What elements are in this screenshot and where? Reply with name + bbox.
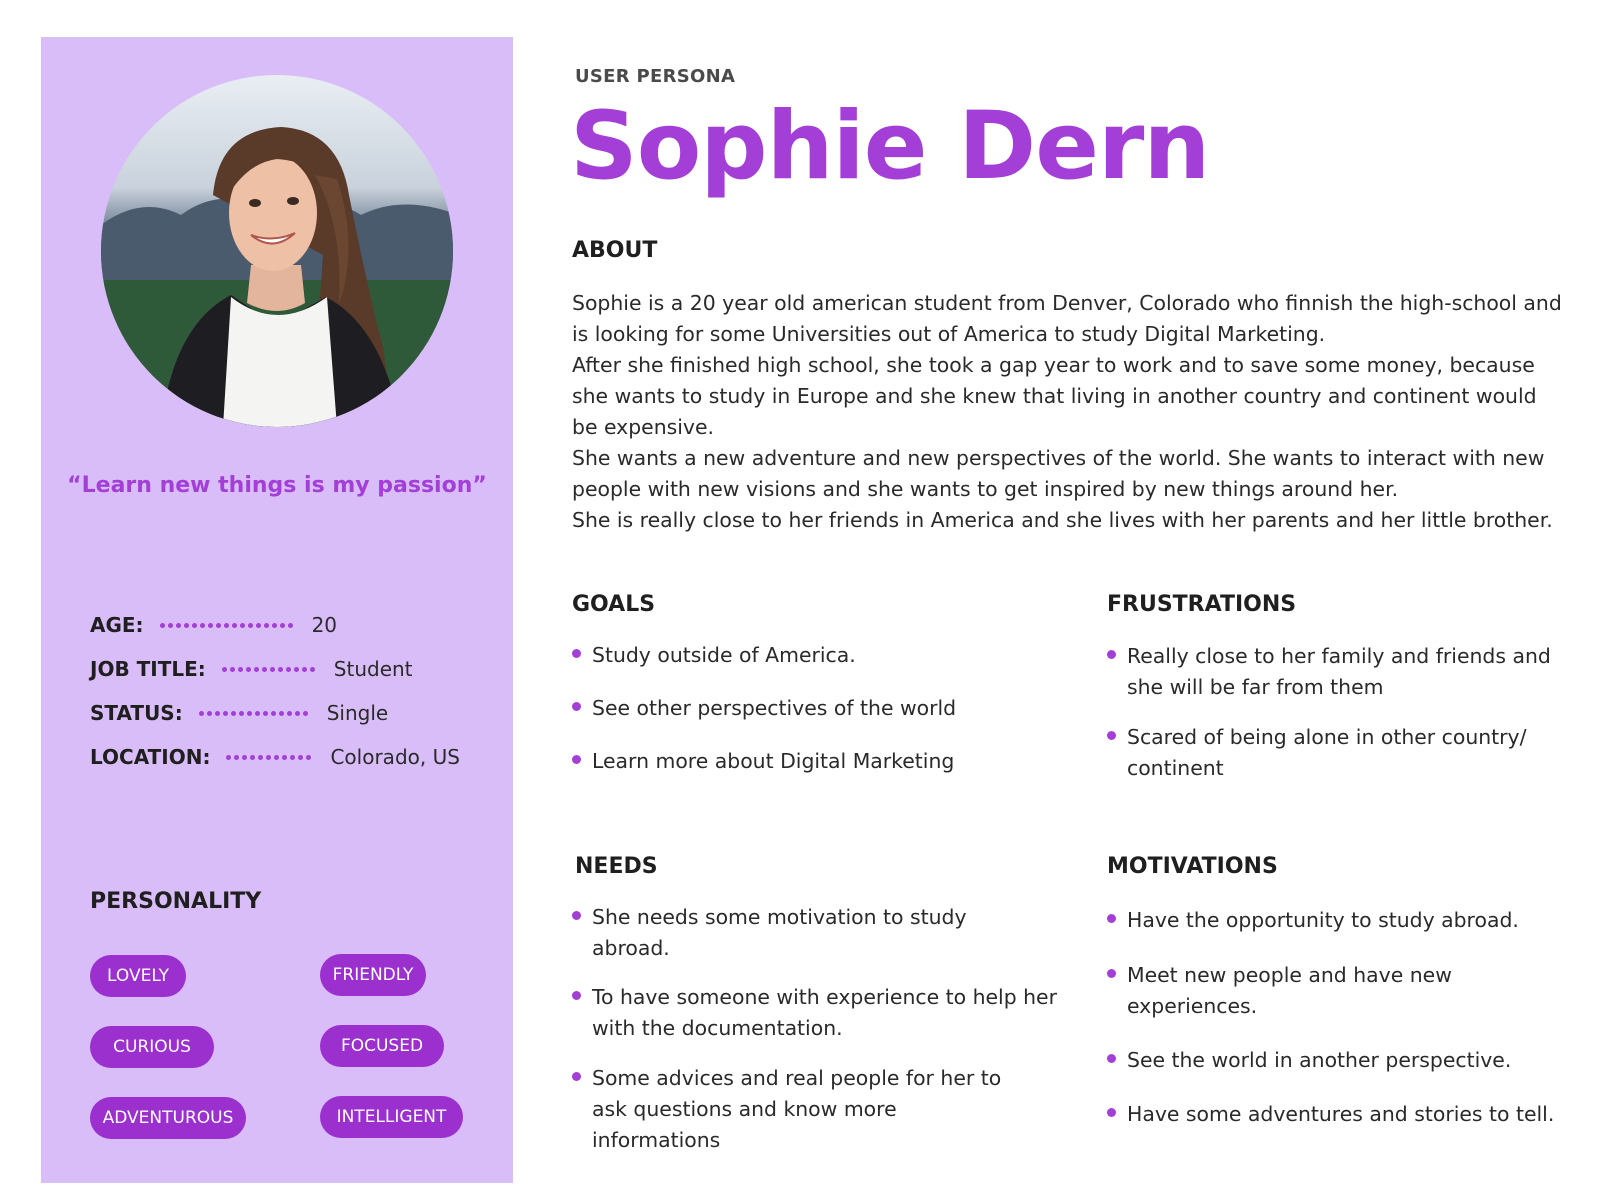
about-title: ABOUT bbox=[572, 238, 658, 263]
leader-dot bbox=[264, 623, 269, 628]
needs-item: To have someone with experience to help her with the documentation. bbox=[572, 982, 1062, 1044]
frustrations-item: Really close to her family and friends and she will be far from them bbox=[1107, 641, 1557, 703]
attribute-job-title bbox=[90, 647, 490, 691]
leader-dot bbox=[298, 755, 303, 760]
leader-dot bbox=[294, 667, 299, 672]
goals-item: See other perspectives of the world bbox=[572, 693, 956, 724]
leader-dot bbox=[290, 755, 295, 760]
leader-dot bbox=[250, 755, 255, 760]
goals-item: Study outside of America. bbox=[572, 640, 856, 671]
leader-dot bbox=[168, 623, 173, 628]
leader-dot bbox=[226, 755, 231, 760]
leader-dot bbox=[266, 755, 271, 760]
motivations-item: Have some adventures and stories to tell. bbox=[1107, 1099, 1554, 1130]
leader-dot bbox=[215, 711, 220, 716]
leader-dot bbox=[263, 711, 268, 716]
leader-dot bbox=[224, 623, 229, 628]
leader-dot bbox=[223, 711, 228, 716]
leader-dot bbox=[287, 711, 292, 716]
personality-title: PERSONALITY bbox=[90, 889, 262, 914]
attribute-label: AGE: bbox=[90, 613, 144, 637]
about-paragraph: She is really close to her friends in America and she lives with her parents and her little brother. bbox=[572, 508, 1553, 532]
personality-tag-adventurous: ADVENTUROUS bbox=[90, 1097, 246, 1139]
leader-dot bbox=[232, 623, 237, 628]
leader-dot bbox=[234, 755, 239, 760]
profile-sidebar bbox=[41, 37, 513, 1183]
leader-dot bbox=[216, 623, 221, 628]
leader-dot bbox=[239, 711, 244, 716]
about-paragraph: Sophie is a 20 year old american student from Denver, Colorado who finnish the high-school and is looking for some Universities out of America to study Digital Marketing. bbox=[572, 291, 1562, 346]
leader-dot bbox=[256, 623, 261, 628]
leader-dot bbox=[242, 755, 247, 760]
motivations-item: Meet new people and have new experiences. bbox=[1107, 960, 1507, 1022]
personality-tag-focused: FOCUSED bbox=[320, 1025, 444, 1067]
leader-dot bbox=[258, 755, 263, 760]
leader-dot bbox=[200, 623, 205, 628]
leader-dot bbox=[271, 711, 276, 716]
dotted-leader bbox=[222, 667, 318, 672]
leader-dot bbox=[286, 667, 291, 672]
attribute-value: Colorado, US bbox=[330, 745, 460, 769]
attribute-age bbox=[90, 603, 490, 647]
frustrations-title: FRUSTRATIONS bbox=[1107, 592, 1297, 617]
attribute-status bbox=[90, 691, 490, 735]
attribute-value: Student bbox=[333, 657, 413, 681]
leader-dot bbox=[255, 711, 260, 716]
needs-title: NEEDS bbox=[575, 854, 658, 879]
leader-dot bbox=[231, 711, 236, 716]
leader-dot bbox=[176, 623, 181, 628]
leader-dot bbox=[288, 623, 293, 628]
personality-tag-friendly: FRIENDLY bbox=[320, 954, 426, 996]
leader-dot bbox=[222, 667, 227, 672]
motivations-title: MOTIVATIONS bbox=[1107, 854, 1278, 879]
leader-dot bbox=[230, 667, 235, 672]
persona-quote: “Learn new things is my passion” bbox=[67, 473, 487, 498]
goals-item: Learn more about Digital Marketing bbox=[572, 746, 954, 777]
leader-dot bbox=[240, 623, 245, 628]
leader-dot bbox=[280, 623, 285, 628]
leader-dot bbox=[310, 667, 315, 672]
leader-dot bbox=[302, 667, 307, 672]
attribute-value: 20 bbox=[311, 613, 338, 637]
dotted-leader bbox=[226, 755, 314, 760]
leader-dot bbox=[282, 755, 287, 760]
personality-tag-intelligent: INTELLIGENT bbox=[320, 1096, 463, 1138]
frustrations-item: Scared of being alone in other country/ continent bbox=[1107, 722, 1557, 784]
leader-dot bbox=[306, 755, 311, 760]
motivations-item: See the world in another perspective. bbox=[1107, 1045, 1511, 1076]
leader-dot bbox=[295, 711, 300, 716]
attribute-label: STATUS: bbox=[90, 701, 183, 725]
profile-photo bbox=[101, 75, 453, 427]
motivations-item: Have the opportunity to study abroad. bbox=[1107, 905, 1519, 936]
leader-dot bbox=[279, 711, 284, 716]
leader-dot bbox=[262, 667, 267, 672]
leader-dot bbox=[160, 623, 165, 628]
needs-item: Some advices and real people for her to ask questions and know more informations bbox=[572, 1063, 1017, 1156]
leader-dot bbox=[199, 711, 204, 716]
leader-dot bbox=[208, 623, 213, 628]
persona-eyebrow: USER PERSONA bbox=[575, 66, 736, 87]
leader-dot bbox=[248, 623, 253, 628]
leader-dot bbox=[272, 623, 277, 628]
about-paragraph: After she finished high school, she took a gap year to work and to save some money, because she wants to study in Europe and she knew that living in another country and continent would be expensive. bbox=[572, 353, 1537, 439]
attribute-value: Single bbox=[326, 701, 389, 725]
leader-dot bbox=[246, 667, 251, 672]
attribute-label: LOCATION: bbox=[90, 745, 211, 769]
persona-name: Sophie Dern bbox=[570, 92, 1210, 201]
personality-tag-lovely: LOVELY bbox=[90, 955, 186, 997]
leader-dot bbox=[207, 711, 212, 716]
leader-dot bbox=[238, 667, 243, 672]
leader-dot bbox=[270, 667, 275, 672]
leader-dot bbox=[274, 755, 279, 760]
leader-dot bbox=[303, 711, 308, 716]
needs-item: She needs some motivation to study abroad. bbox=[572, 902, 984, 964]
leader-dot bbox=[247, 711, 252, 716]
attributes-list bbox=[90, 603, 490, 779]
attribute-label: JOB TITLE: bbox=[90, 657, 206, 681]
goals-title: GOALS bbox=[572, 592, 656, 617]
about-text bbox=[572, 288, 1562, 536]
dotted-leader bbox=[160, 623, 296, 628]
leader-dot bbox=[278, 667, 283, 672]
about-paragraph: She wants a new adventure and new perspectives of the world. She wants to interact with new people with new visions and she wants to get inspired by new things around her. bbox=[572, 446, 1545, 501]
attribute-location bbox=[90, 735, 490, 779]
leader-dot bbox=[254, 667, 259, 672]
leader-dot bbox=[192, 623, 197, 628]
leader-dot bbox=[184, 623, 189, 628]
dotted-leader bbox=[199, 711, 311, 716]
portrait-illustration bbox=[101, 75, 453, 427]
personality-tag-curious: CURIOUS bbox=[90, 1026, 214, 1068]
